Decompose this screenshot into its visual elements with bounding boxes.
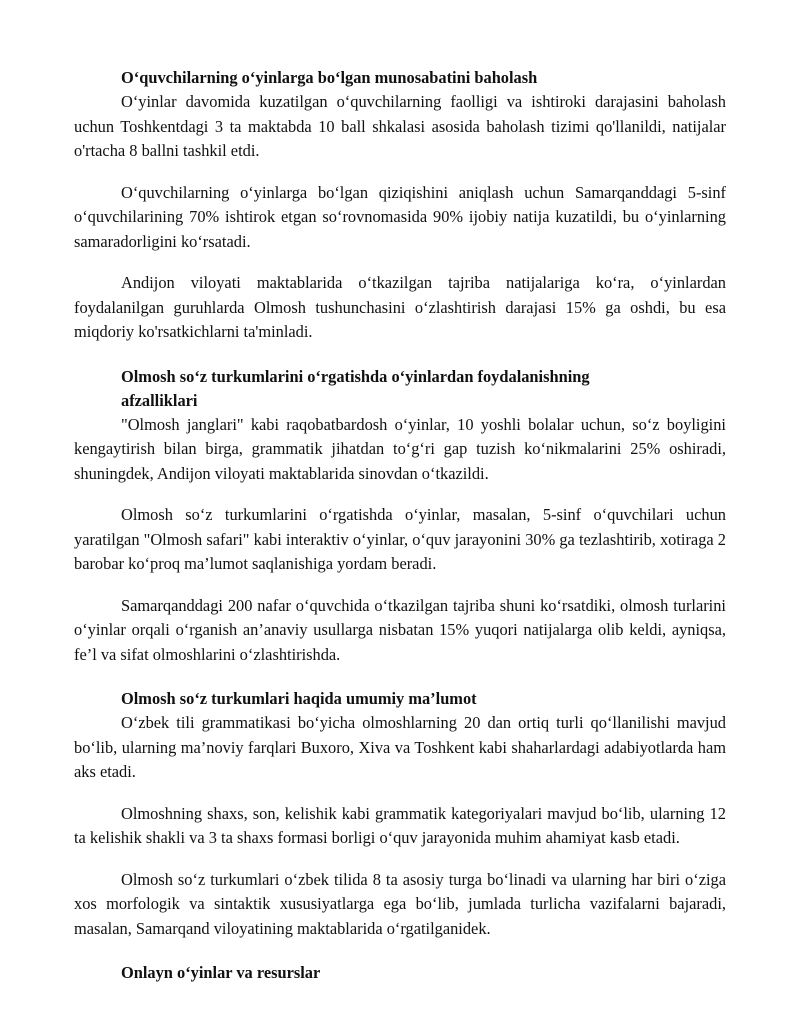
paragraph: Olmosh so‘z turkumlarini o‘rgatishda o‘yinlar, masalan, 5-sinf o‘quvchilari uchun yaratilgan "Olmosh safari" kabi interaktiv o‘yinlar, o‘quv jarayonini 30% ga tezlashtirib, xotiraga 2 barobar ko‘proq ma’lumot saqlanishiga yordam beradi. xyxy=(74,505,726,573)
section-heading-general-info: Olmosh so‘z turkumlari haqida umumiy ma’lumot xyxy=(121,689,477,708)
section-heading-advantages: Olmosh so‘z turkumlarini o‘rgatishda o‘yinlardan foydalanishning afzalliklari xyxy=(121,366,590,410)
section-heading-online-games: Onlayn o‘yinlar va resurslar xyxy=(121,963,321,982)
paragraph: O‘zbek tili grammatikasi bo‘yicha olmoshlarning 20 dan ortiq turli qo‘llanilishi mavjud bo‘lib, ularning ma’noviy farqlari Buxoro, Xiva va Toshkent kabi shaharlardagi adabiyotlarda ham aks etadi. xyxy=(74,713,726,781)
paragraph: O‘yinlar davomida kuzatilgan o‘quvchilarning faolligi va ishtiroki darajasini baholash uchun Toshkentdagi 3 ta maktabda 10 ball shkalasi asosida baholash tizimi qo'llanildi, natijalar o'rtacha 8 ballni tashkil etdi. xyxy=(74,92,726,160)
document-page xyxy=(74,66,726,985)
paragraph: Olmosh so‘z turkumlari o‘zbek tilida 8 ta asosiy turga bo‘linadi va ularning har biri o‘ziga xos morfologik va sintaktik xususiyatlarga ega bo‘lib, jumlada turlicha vazifalarni bajaradi, masalan, Samarqand viloyatining maktablarida o‘rgatilganidek. xyxy=(74,869,726,938)
paragraph: Andijon viloyati maktablarida o‘tkazilgan tajriba natijalariga ko‘ra, o‘yinlardan foydalanilgan guruhlarda Olmosh tushunchasini o‘zlashtirish darajasi 15% ga oshdi, bu esa miqdoriy ko'rsatkichlarni ta'minladi. xyxy=(74,273,726,341)
paragraph: Samarqanddagi 200 nafar o‘quvchida o‘tkazilgan tajriba shuni ko‘rsatdiki, olmosh turlarini o‘yinlar orqali o‘rganish an’anaviy usullarga nisbatan 15% yuqori natijalarga olib keldi, ayniqsa, fe’l va sifat olmoshlarini o‘zlashtirishda. xyxy=(74,595,726,664)
section-heading-assessment: O‘quvchilarning o‘yinlarga bo‘lgan munosabatini baholash xyxy=(121,68,538,87)
paragraph: "Olmosh janglari" kabi raqobatbardosh o‘yinlar, 10 yoshli bolalar uchun, so‘z boyligini kengaytirish bilan birga, grammatik jihatdan to‘g‘ri gap tuzish ko‘nikmalarini 25% oshiradi, shuningdek, Andijon viloyati maktablarida sinovdan o‘tkazildi. xyxy=(74,414,726,483)
paragraph: Olmoshning shaxs, son, kelishik kabi grammatik kategoriyalari mavjud bo‘lib, ularning 12 ta kelishik shakli va 3 ta shaxs formasi borligi o‘quv jarayonida muhim ahamiyat kasb etadi. xyxy=(74,803,726,847)
paragraph: O‘quvchilarning o‘yinlarga bo‘lgan qiziqishini aniqlash uchun Samarqanddagi 5-sinf o‘quvchilarining 70% ishtirok etgan so‘rovnomasida 90% ijobiy natija kuzatildi, bu o‘yinlarning samaradorligini ko‘rsatadi. xyxy=(74,182,726,251)
